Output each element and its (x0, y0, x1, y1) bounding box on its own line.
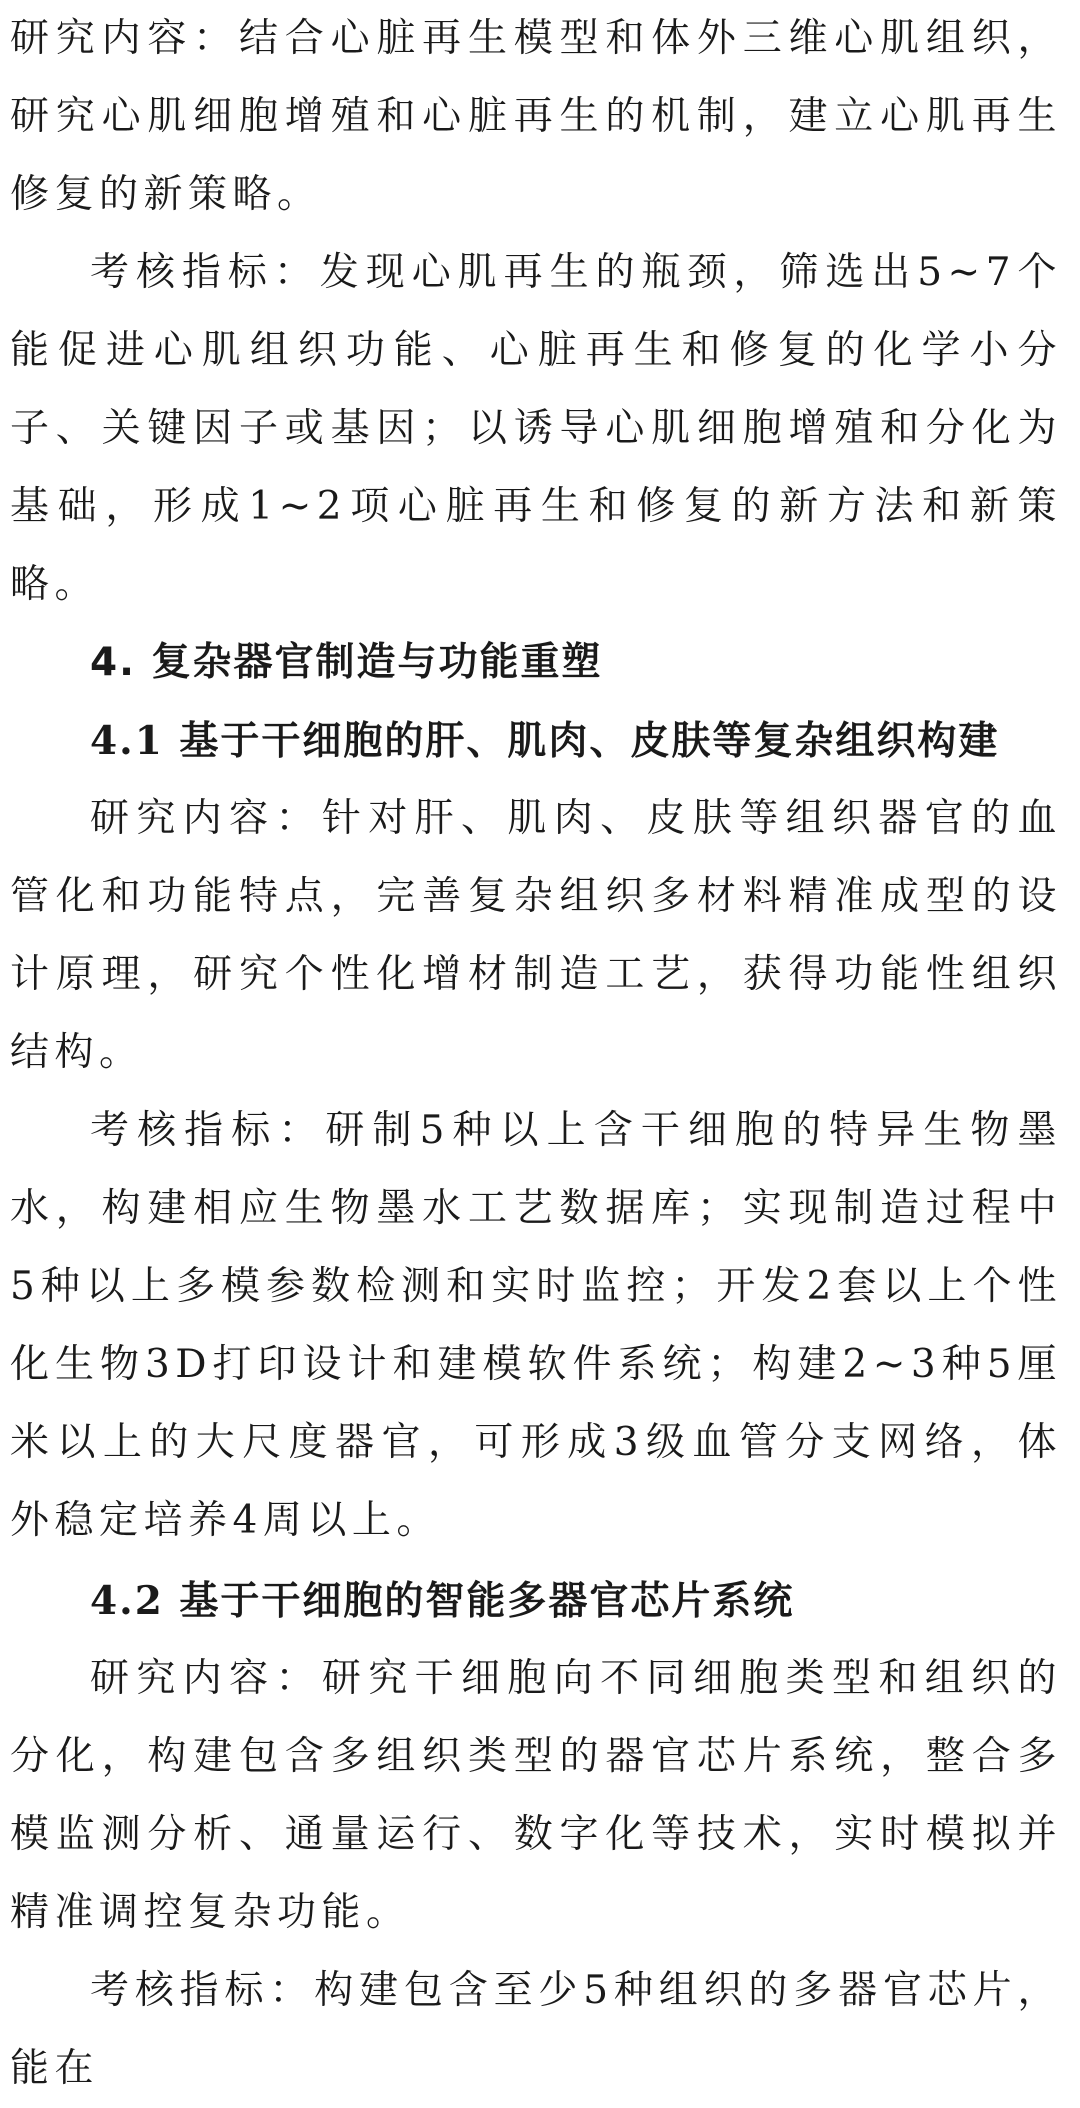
paragraph-assessment-cardiac: 考核指标：发现心肌再生的瓶颈，筛选出5~7个能促进心肌组织功能、心脏再生和修复的化学小分子、关键因子或基因；以诱导心肌细胞增殖和分化为基础，形成1~2项心脏再生和修复的新方法和新策略。 (10, 250, 1062, 607)
section-heading-4-1: 4.1 基于干细胞的肝、肌肉、皮肤等复杂组织构建 (90, 718, 1000, 764)
paragraph-research-content-cardiac: 研究内容：结合心脏再生模型和体外三维心肌组织，研究心肌细胞增殖和心脏再生的机制，建立心肌再生修复的新策略。 (10, 16, 1062, 217)
paragraph-assessment-tissue: 考核指标：研制5种以上含干细胞的特异生物墨水，构建相应生物墨水工艺数据库；实现制造过程中5种以上多模参数检测和实时监控；开发2套以上个性化生物3D打印设计和建模软件系统；构建2~3种5厘米以上的大尺度器官，可形成3级血管分支网络，体外稳定培养4周以上。 (10, 1108, 1062, 1543)
paragraph-assessment-organ-chip: 考核指标：构建包含至少5种组织的多器官芯片，能在 (10, 1968, 1062, 2091)
section-heading-4-2: 4.2 基于干细胞的智能多器官芯片系统 (90, 1578, 795, 1624)
section-heading-4: 4. 复杂器官制造与功能重塑 (90, 640, 603, 685)
paragraph-research-content-organ-chip: 研究内容：研究干细胞向不同细胞类型和组织的分化，构建包含多组织类型的器官芯片系统，整合多模监测分析、通量运行、数字化等技术，实时模拟并精准调控复杂功能。 (10, 1656, 1062, 1935)
paragraph-research-content-tissue: 研究内容：针对肝、肌肉、皮肤等组织器官的血管化和功能特点，完善复杂组织多材料精准成型的设计原理，研究个性化增材制造工艺，获得功能性组织结构。 (10, 796, 1062, 1075)
